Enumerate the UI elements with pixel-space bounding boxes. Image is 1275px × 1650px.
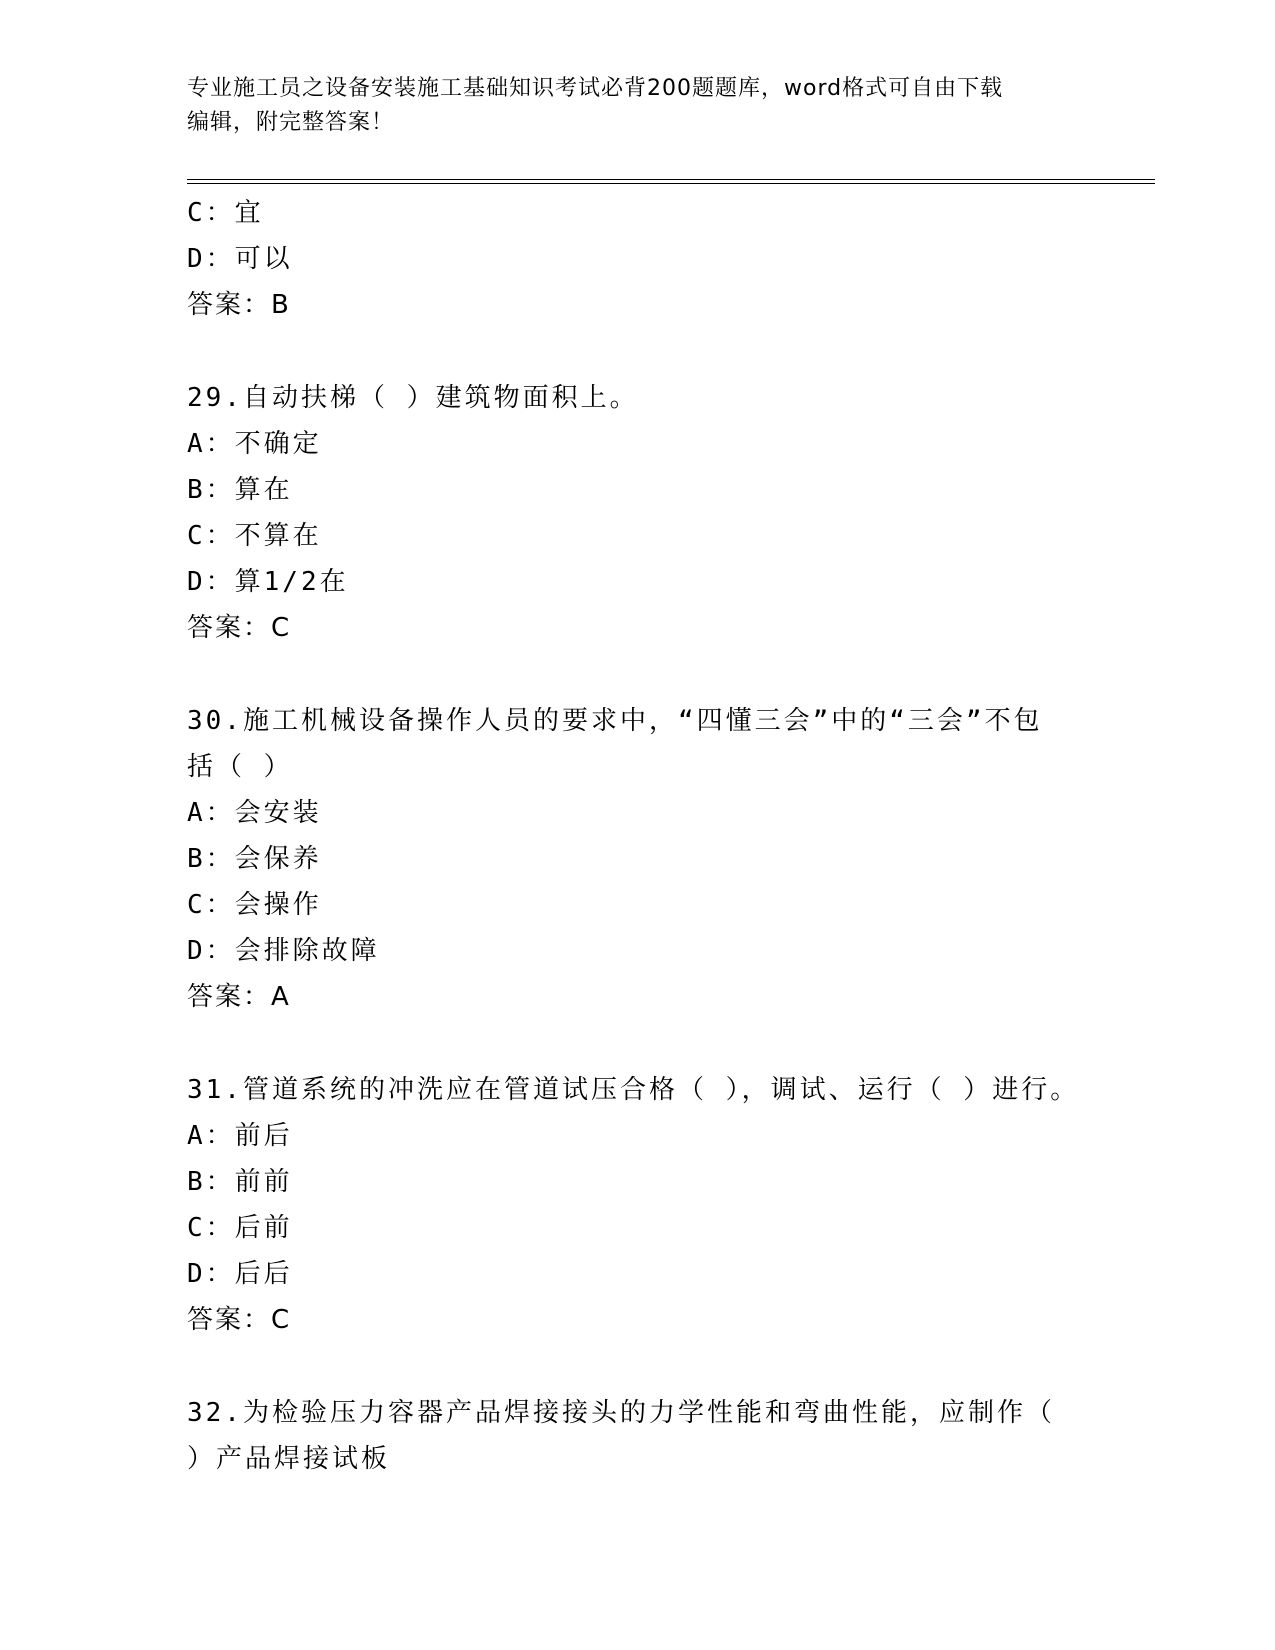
question-30 bbox=[187, 698, 1087, 1020]
question-31 bbox=[187, 1067, 1087, 1343]
question-text-continued: 括（ ） bbox=[187, 752, 293, 782]
option-d: D：后后 bbox=[187, 1259, 293, 1289]
question-29 bbox=[187, 375, 1087, 651]
question-text: 30.施工机械设备操作人员的要求中，“四懂三会”中的“三会”不包 bbox=[187, 706, 1043, 736]
header-divider-top bbox=[187, 179, 1155, 180]
header-divider-bottom bbox=[187, 183, 1155, 184]
option-c: C：后前 bbox=[187, 1213, 293, 1243]
spacer bbox=[187, 328, 1087, 375]
question-list bbox=[187, 190, 1087, 1482]
spacer bbox=[187, 651, 1087, 698]
option-d: D：会排除故障 bbox=[187, 936, 380, 966]
option-c: C：不算在 bbox=[187, 521, 322, 551]
document-header bbox=[187, 72, 1067, 140]
answer-line: 答案：B bbox=[187, 290, 291, 320]
option-b: B：算在 bbox=[187, 475, 293, 505]
option-c: C：会操作 bbox=[187, 890, 322, 920]
question-text: 29.自动扶梯（ ）建筑物面积上。 bbox=[187, 383, 639, 413]
option-a: A：会安装 bbox=[187, 798, 322, 828]
option-b: B：前前 bbox=[187, 1167, 293, 1197]
question-text-continued: ）产品焊接试板 bbox=[187, 1444, 391, 1474]
spacer bbox=[187, 1020, 1087, 1067]
option-c: C：宜 bbox=[187, 198, 264, 228]
option-a: A：前后 bbox=[187, 1121, 293, 1151]
answer-line: 答案：C bbox=[187, 1305, 292, 1335]
spacer bbox=[187, 1343, 1087, 1390]
header-title-line-2: 编辑，附完整答案！ bbox=[187, 110, 395, 135]
option-d: D：可以 bbox=[187, 244, 293, 274]
answer-line: 答案：A bbox=[187, 982, 291, 1012]
question-text: 31.管道系统的冲洗应在管道试压合格（ ），调试、运行（ ）进行。 bbox=[187, 1075, 1080, 1105]
option-d: D：算1/2在 bbox=[187, 567, 349, 597]
previous-question-tail bbox=[187, 190, 1087, 328]
option-b: B：会保养 bbox=[187, 844, 322, 874]
header-title-line-1: 专业施工员之设备安装施工基础知识考试必背200题题库，word格式可自由下载 bbox=[187, 76, 1004, 101]
option-a: A：不确定 bbox=[187, 429, 322, 459]
question-32 bbox=[187, 1390, 1087, 1482]
question-text: 32.为检验压力容器产品焊接接头的力学性能和弯曲性能，应制作（ bbox=[187, 1398, 1055, 1428]
answer-line: 答案：C bbox=[187, 613, 292, 643]
